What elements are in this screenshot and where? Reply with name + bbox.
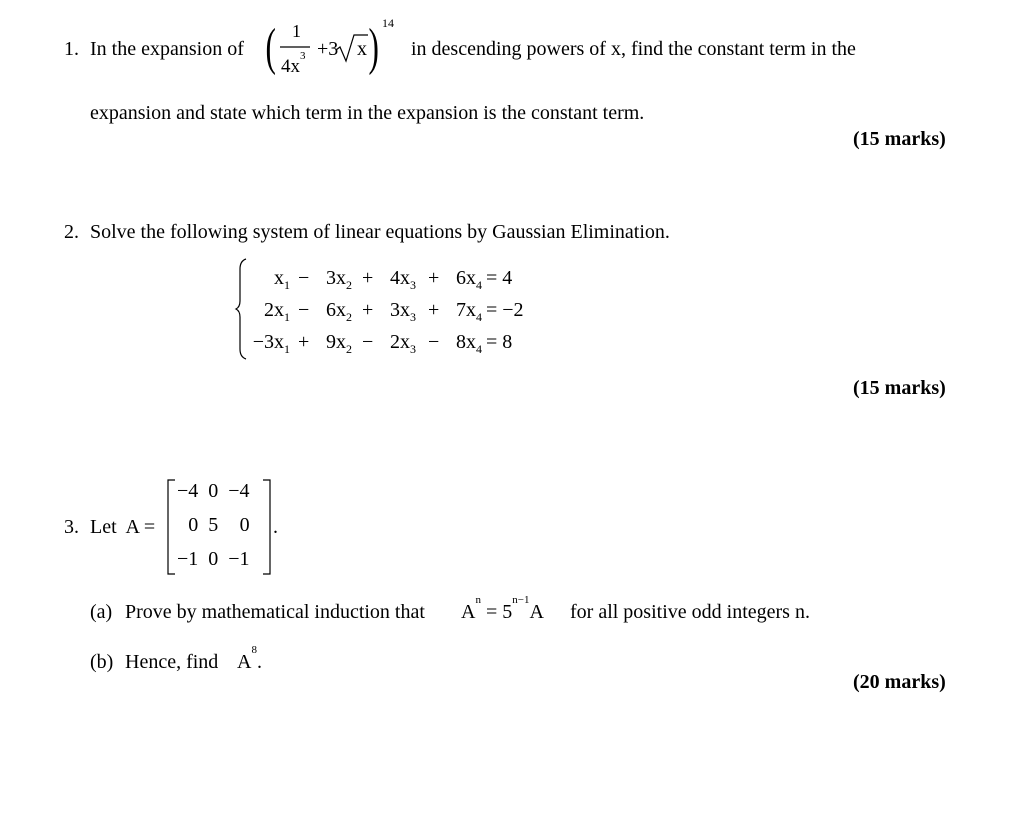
eq1-op3: + <box>428 267 440 289</box>
q1-fraction-bar <box>280 46 310 48</box>
q1-tail-text: in descending powers of x, find the constant term in the <box>411 38 856 60</box>
matrix-cell: −1 <box>228 548 250 570</box>
eq3-op1: + <box>298 331 310 353</box>
q3-part-a-tail: for all positive odd integers n. <box>570 601 810 623</box>
eq3-term-a: $-3x_1$ <box>252 331 290 356</box>
matrix-cell: −1 <box>177 548 199 570</box>
q2-number: 2. <box>64 221 79 243</box>
eq2-term-b: $6x_2$ <box>326 299 352 324</box>
q3-matrix <box>172 474 255 576</box>
q1-left-paren: ( <box>265 19 276 76</box>
eq1-op1: − <box>298 267 310 289</box>
matrix-cell: 0 <box>208 480 219 502</box>
eq2-op2: + <box>362 299 374 321</box>
eq3-op2: − <box>362 331 374 353</box>
eq3-rhs: = 8 <box>486 331 513 353</box>
matrix-row <box>172 508 255 542</box>
eq1-term-a: $x_1$ <box>274 267 290 292</box>
eq2-op1: − <box>298 299 310 321</box>
matrix-cell: 0 <box>208 548 219 570</box>
eq1-rhs: = 4 <box>486 267 513 289</box>
q3-matrix-right-bracket <box>262 480 270 574</box>
eq3-term-d: $8x_4$ <box>456 331 482 356</box>
matrix-cell: −4 <box>177 480 199 502</box>
q3-period: . <box>273 516 278 538</box>
matrix-row <box>172 474 255 508</box>
eq3-term-b: $9x_2$ <box>326 331 352 356</box>
q3-part-a-text: Prove by mathematical induction that <box>125 601 425 623</box>
matrix-cell: 0 <box>188 514 199 536</box>
matrix-row <box>172 542 255 576</box>
eq2-term-c: $3x_3$ <box>390 299 416 324</box>
eq1-term-d: $6x_4$ <box>456 267 482 292</box>
q1-line2-text: expansion and state which term in the expansion is the constant term. <box>90 102 645 124</box>
eq3-op3: − <box>428 331 440 353</box>
q1-outer-exponent: 14 <box>382 16 394 30</box>
q3-part-a-label: (a) <box>90 601 113 623</box>
q1-lead-text: In the expansion of <box>90 38 244 60</box>
eq2-rhs: = −2 <box>486 299 524 321</box>
eq1-term-b: $3x_2$ <box>326 267 352 292</box>
matrix-cell: 0 <box>239 514 250 536</box>
q3-lead-text: Let A = <box>90 516 156 538</box>
q3-part-b-text: Hence, find <box>125 651 219 673</box>
q1-plus-term: +3 <box>317 38 339 60</box>
q3-marks: (20 marks) <box>853 671 946 693</box>
q1-radicand: x <box>357 38 367 60</box>
matrix-cell: 5 <box>208 514 219 536</box>
q1-right-paren: ) <box>368 19 379 76</box>
q2-text: Solve the following system of linear equations by Gaussian Elimination. <box>90 221 670 243</box>
q2-marks: (15 marks) <box>853 377 946 399</box>
eq2-term-a: $2x_1$ <box>264 299 290 324</box>
q1-marks: (15 marks) <box>853 128 946 150</box>
q2-left-brace <box>236 259 250 359</box>
eq3-term-c: $2x_3$ <box>390 331 416 356</box>
eq1-term-c: $4x_3$ <box>390 267 416 292</box>
matrix-cell: −4 <box>228 480 250 502</box>
q3-part-a-formula: $A^n = 5^{n-1}A$ <box>461 594 544 623</box>
eq2-term-d: $7x_4$ <box>456 299 482 324</box>
q1-frac-denominator: $4x^3$ <box>281 49 306 77</box>
eq1-op2: + <box>362 267 374 289</box>
q3-part-b-label: (b) <box>90 651 114 673</box>
eq2-op3: + <box>428 299 440 321</box>
q3-number: 3. <box>64 516 79 538</box>
q1-number: 1. <box>64 38 79 60</box>
q1-frac-numerator: 1 <box>292 21 301 41</box>
q3-part-b-matrix-power: $A^8$. <box>237 644 262 673</box>
